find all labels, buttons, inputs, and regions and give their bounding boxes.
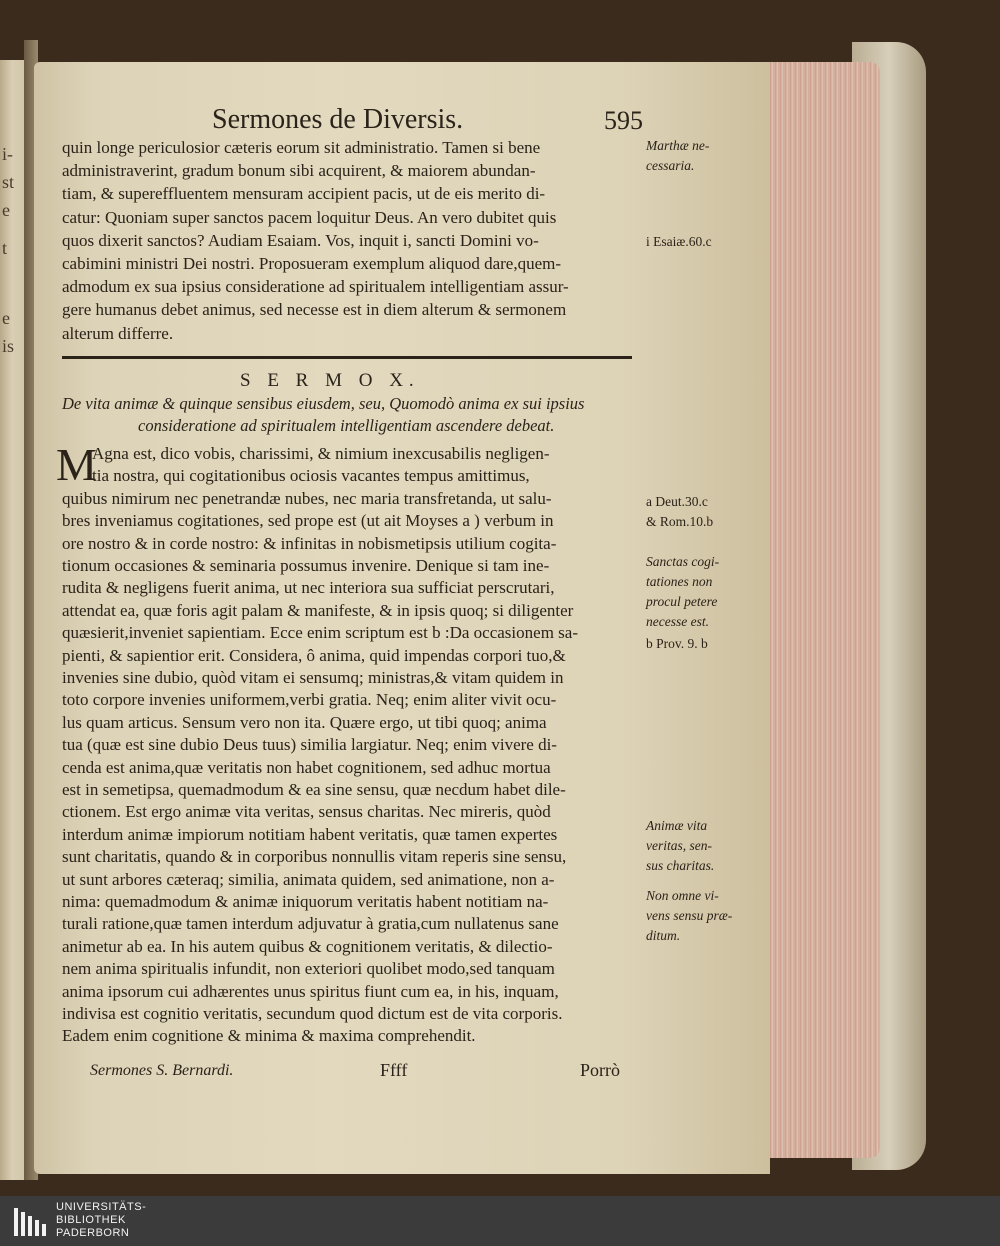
library-footer	[0, 1196, 1000, 1246]
text-line: ut sunt arbores cæteraq; similia, animata quidem, sed animatione, non a-	[62, 869, 555, 889]
marginal-note: Animæ vita	[646, 818, 708, 833]
text-line: interdum animæ impiorum notitiam habent veritatis, quæ tamen expertes	[62, 824, 558, 844]
text-line: quos dixerit sanctos? Audiam Esaiam. Vos, inquit i, sancti Domini vo-	[62, 230, 539, 250]
text-line: est in semetipsa, quemadmodum & ea sine sensu, quæ necdum habet dile-	[62, 780, 566, 799]
text-line: bres inveniamus cogitationes, sed prope est (ut ait Moyses a ) verbum in	[62, 511, 554, 531]
text-line: tia nostra, qui cogitationibus ociosis vacantes tempus amittimus,	[92, 466, 530, 486]
text-line: administraverint, gradum bonum sibi acquirent, & maiorem abundan-	[62, 161, 536, 181]
catchword: Porrò	[580, 1060, 620, 1080]
page-edges	[764, 62, 880, 1158]
text-line: Eadem enim cognitione & minima & maxima comprehendit.	[62, 1026, 476, 1046]
sermon-subtitle-1: De vita animæ & quinque sensibus eiusdem, seu, Quomodò anima ex sui ipsius	[62, 394, 585, 413]
text-line: attendat ea, quæ foris agit palam & manifeste, & in ipsis quoq; si diligenter	[62, 600, 574, 620]
marginal-note: vens sensu præ-	[646, 908, 733, 923]
text-line: catur: Quoniam super sanctos pacem loquitur Deus. An vero dubitet quis	[62, 207, 557, 227]
text-line: anima ipsorum cui adhærentes unus spiritus fiunt cum ea, in his, inquam,	[62, 981, 559, 1001]
marginal-note: ditum.	[646, 928, 681, 943]
text-line: toto corpore invenies uniformem,verbi gratia. Neq; enim aliter vivit ocu-	[62, 690, 557, 710]
text-line: cabimini ministri Dei nostri. Proposueram exemplum aliquod dare,quem-	[62, 254, 562, 273]
text-line: nem anima spiritualis infundit, non exteriori quolibet modo,sed tanquam	[62, 959, 555, 979]
signature-mark: Ffff	[380, 1060, 408, 1080]
text-line: sunt charitatis, quando & in corporibus nonnullis vitam reperis sine sensu,	[62, 847, 567, 867]
text-line: ore nostro & in corde nostro: & infinitas in nobismetipsis utilium cogita-	[62, 533, 557, 553]
text-line: cenda est anima,quæ veritatis non habet cognitionem, sed adhuc mortua	[62, 757, 551, 777]
marginal-note: Marthæ ne-	[646, 138, 710, 153]
text-line: lus quam articus. Sensum vero non ita. Quære ergo, ut tibi quoq; anima	[62, 712, 547, 732]
text-line: nima: quemadmodum & animæ iniquorum veritatis habent notitiam na-	[62, 892, 549, 911]
left-fragment: t	[2, 238, 8, 258]
left-fragment: e	[2, 200, 10, 220]
page-number: 595	[604, 106, 643, 135]
library-name-line3: PADERBORN	[56, 1227, 130, 1239]
text-line: quibus nimirum nec penetrandæ nubes, nec maria transfretanda, ut salu-	[62, 488, 552, 508]
drop-capital: M	[56, 439, 97, 490]
text-line: rudita & negligens fuerit anima, ut nec interiora sua sufficiat perscrutari,	[62, 578, 555, 598]
text-line: indivisa est cognitio veritatis, secundum quod dictum est de vita corporis.	[62, 1004, 563, 1023]
text-line: gere humanus debet animus, sed necesse est in diem alterum & sermonem	[62, 300, 567, 320]
text-line: alterum differre.	[62, 323, 174, 343]
marginal-note: cessaria.	[646, 158, 695, 173]
left-fragment: e	[2, 308, 10, 328]
sermon-heading: S E R M O X.	[240, 370, 420, 391]
text-line: tiam, & supereffluentem mensuram accipient pacis, ut de eis merito di-	[62, 184, 546, 204]
text-line: quæsierit,inveniet sapientiam. Ecce enim scriptum est b :Da occasionem sa-	[62, 623, 578, 643]
text-line: Agna est, dico vobis, charissimi, & nimium inexcusabilis negligen-	[92, 444, 550, 463]
marginal-note: veritas, sen-	[646, 838, 712, 853]
text-line: invenies sine dubio, quòd vitam ei sensumq; ministras,& vitam quidem in	[62, 668, 564, 687]
marginal-note: tationes non	[646, 574, 713, 589]
marginal-note: i Esaiæ.60.c	[646, 234, 712, 249]
left-fragment: is	[2, 336, 15, 356]
library-logo-icon	[12, 1204, 48, 1240]
text-line: ctionem. Est ergo animæ vita veritas, sensus charitas. Nec mireris, quòd	[62, 802, 551, 822]
signature-left: Sermones S. Bernardi.	[90, 1062, 234, 1079]
text-line: pienti, & sapientior erit. Considera, ô anima, quid impendas corpori tuo,&	[62, 645, 566, 665]
text-line: quin longe periculosior cæteris eorum sit administratio. Tamen si bene	[62, 138, 541, 157]
marginal-note: & Rom.10.b	[646, 514, 714, 529]
library-name	[56, 1201, 146, 1240]
marginal-note: sus charitas.	[646, 858, 715, 873]
sermon-subtitle-2: consideratione ad spiritualem intelligentiam ascendere debeat.	[138, 416, 555, 435]
library-name-line1: UNIVERSITÄTS-	[56, 1201, 147, 1213]
left-fragment: i-	[2, 144, 13, 164]
text-line: tionum occasiones & seminaria possumus invenire. Denique si tam ine-	[62, 556, 550, 575]
library-name-line2: BIBLIOTHEK	[56, 1214, 126, 1226]
marginal-note: necesse est.	[646, 614, 709, 629]
marginal-note: Non omne vi-	[646, 888, 719, 903]
running-title: Sermones de Diversis.	[212, 104, 464, 135]
left-fragment: st	[2, 172, 15, 192]
text-line: tua (quæ est sine dubio Deus tuus) similia largiatur. Neq; enim vivere di-	[62, 735, 557, 755]
marginal-note: a Deut.30.c	[646, 494, 708, 509]
right-page	[34, 62, 770, 1174]
marginal-note: b Prov. 9. b	[646, 636, 708, 651]
marginal-note: procul petere	[646, 594, 718, 609]
text-line: admodum ex sua ipsius consideratione ad spiritualem intelligentiam assur-	[62, 277, 569, 297]
section-rule	[62, 356, 632, 359]
text-line: turali ratione,quæ tamen interdum adjuvatur à gratia,cum nullatenus sane	[62, 914, 559, 934]
text-line: animetur ab ea. In his autem quibus & cognitionem veritatis, & dilectio-	[62, 936, 553, 956]
marginal-note: Sanctas cogi-	[646, 554, 720, 569]
